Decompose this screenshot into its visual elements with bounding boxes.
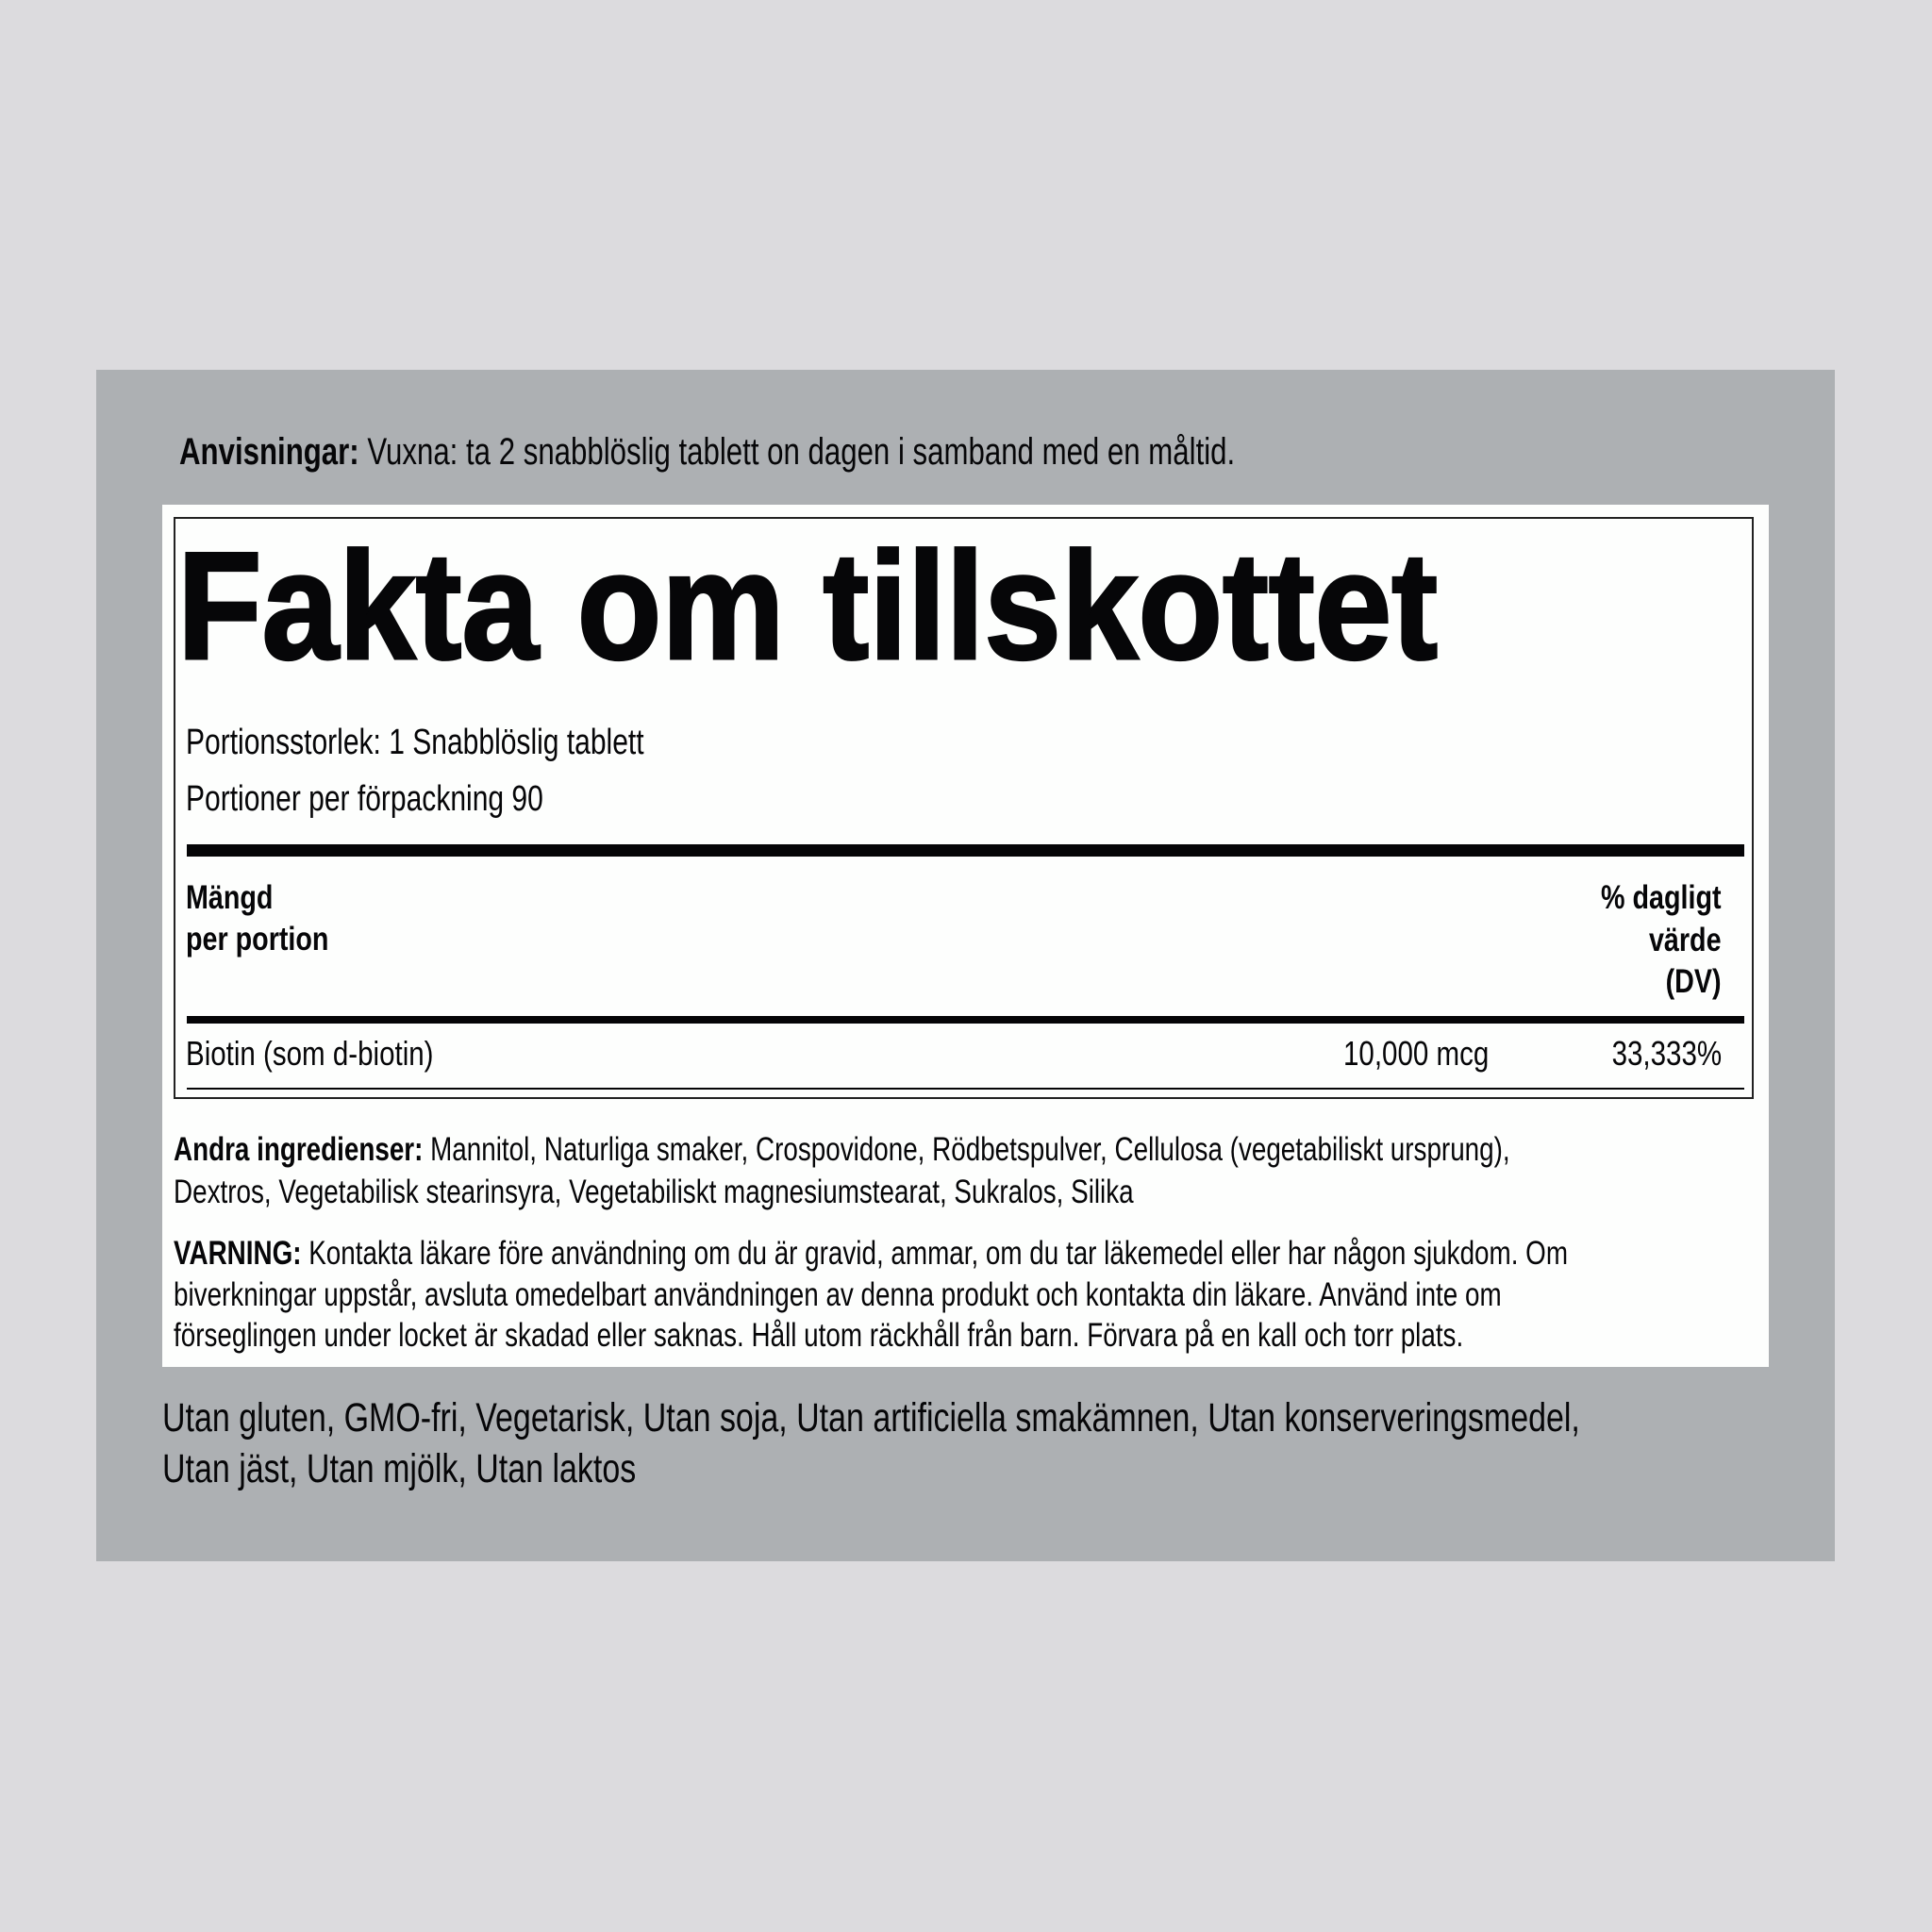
nutrient-dv: 33,333%	[1611, 1034, 1722, 1073]
other-ingredients-label: Andra ingredienser:	[174, 1131, 424, 1168]
nutrient-name: Biotin (som d-biotin)	[186, 1034, 434, 1073]
thick-divider	[187, 844, 1744, 857]
directions-label: Anvisningar:	[179, 431, 359, 473]
directions-text: Vuxna: ta 2 snabblöslig tablett on dagen i samband med en måltid.	[358, 431, 1236, 473]
nutrient-row	[186, 1034, 488, 1073]
nutrient-amount: 10,000 mcg	[1343, 1034, 1490, 1073]
directions	[179, 433, 1533, 471]
other-ingredients: Andra ingredienser: Mannitol, Naturliga smaker, Crospovidone, Rödbetspulver, Cellulosa (vegetabiliskt ursprung), Dextros, Vegetabilisk stearinsyra, Vegetabiliskt magnesiumstearat, Sukralos, Silika	[174, 1131, 1510, 1210]
servings-per-container: Portioner per förpackning 90	[186, 779, 543, 819]
serving-size: Portionsstorlek: 1 Snabblöslig tablett	[186, 723, 644, 762]
thin-divider	[187, 1088, 1744, 1090]
warning-label: VARNING:	[174, 1235, 302, 1272]
amount-per-serving-header: Mängd per portion	[186, 879, 329, 958]
free-from-claims: Utan gluten, GMO-fri, Vegetarisk, Utan soja, Utan artificiella smakämnen, Utan konserveringsmedel, Utan jäst, Utan mjölk, Utan laktos	[162, 1395, 1580, 1491]
medium-divider	[187, 1016, 1744, 1024]
daily-value-header: % dagligt värde (DV)	[1601, 879, 1722, 1000]
facts-title: Fakta om tillskottet	[177, 521, 1439, 691]
warning: VARNING: Kontakta läkare före användning om du är gravid, ammar, om du tar läkemedel eller har någon sjukdom. Om biverkningar uppstår, avsluta omedelbart användningen av denna produkt och kontakta din läkare. Använd inte om förseglingen under locket är skadad eller saknas. Håll utom räckhåll från barn. Förvara på en kall och torr plats.	[174, 1235, 1569, 1354]
